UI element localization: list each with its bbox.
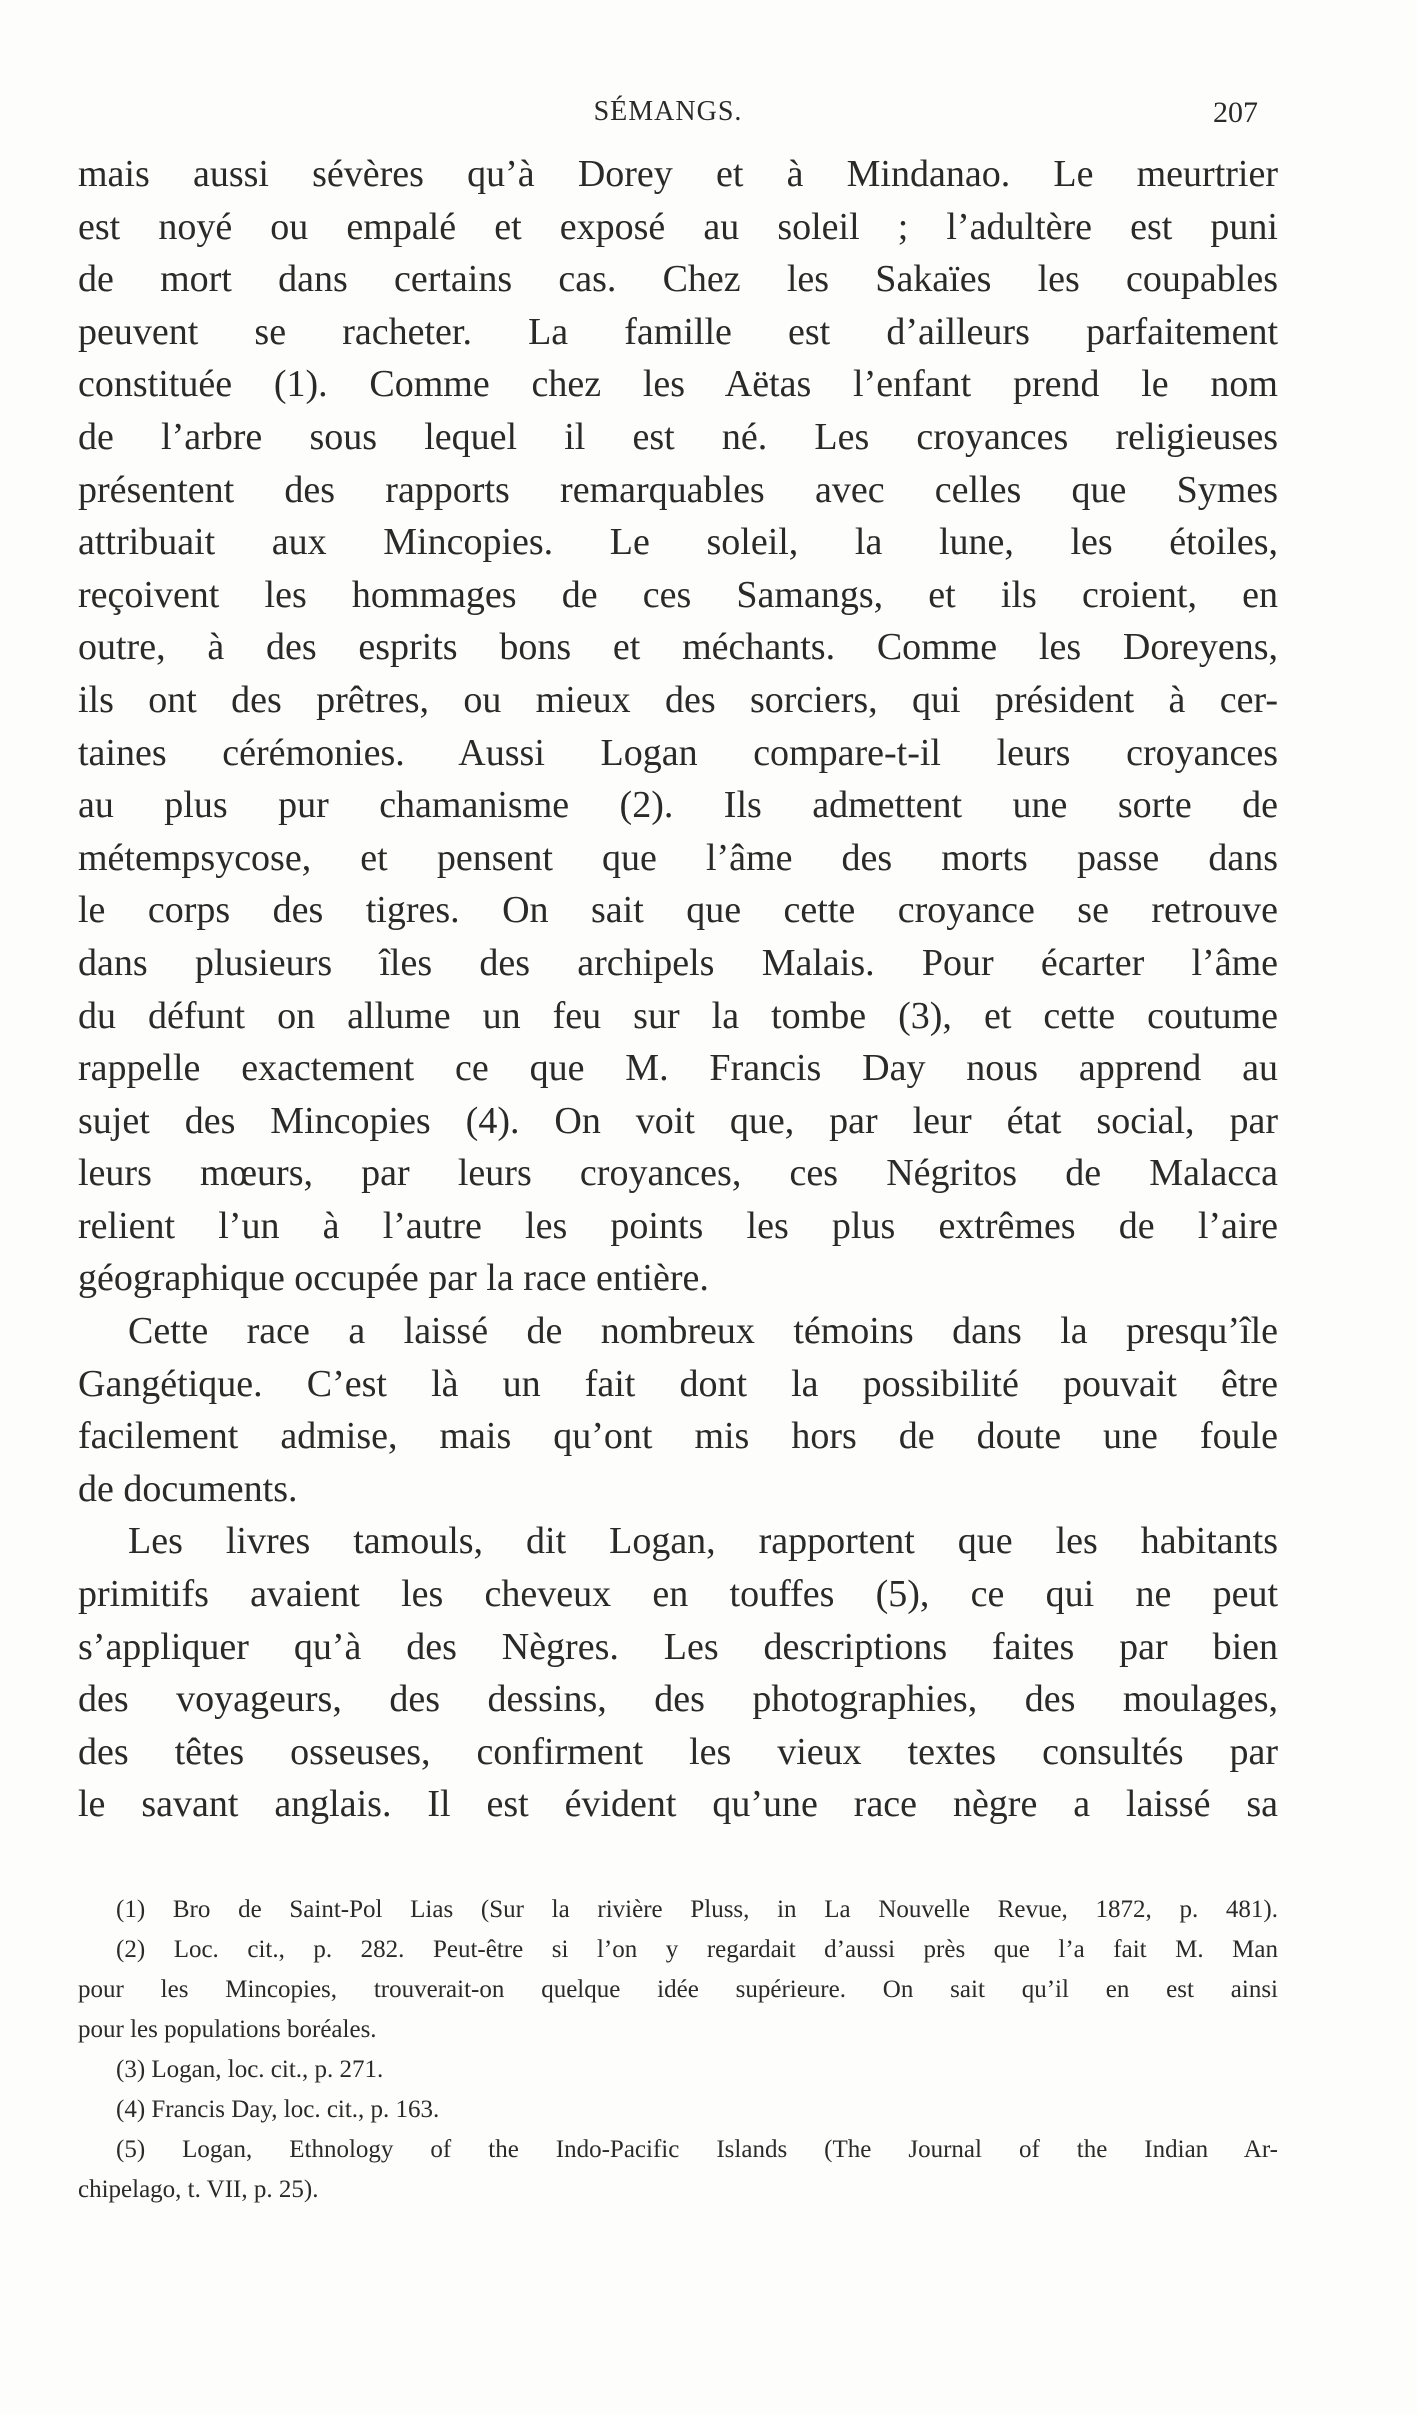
- text-line: facilement admise, mais qu’ont mis hors de doute une foule: [78, 1415, 1278, 1458]
- running-title: SÉMANGS.: [593, 96, 743, 127]
- text-line: le savant anglais. Il est évident qu’une race nègre a laissé sa: [78, 1783, 1278, 1826]
- footnote-line: (4) Francis Day, loc. cit., p. 163.: [116, 2096, 440, 2123]
- text-line: peuvent se racheter. La famille est d’ailleurs parfaitement: [78, 310, 1278, 353]
- text-line: ils ont des prêtres, ou mieux des sorciers, qui président à cer-: [78, 678, 1278, 721]
- text-line: est noyé ou empalé et exposé au soleil ; l’adultère est puni: [78, 205, 1278, 248]
- text-line: du défunt on allume un feu sur la tombe (3), et cette coutume: [78, 994, 1278, 1037]
- text-line: Gangétique. C’est là un fait dont la possibilité pouvait être: [78, 1362, 1278, 1405]
- text-line: outre, à des esprits bons et méchants. Comme les Doreyens,: [78, 626, 1278, 669]
- footnote-line: pour les populations boréales.: [78, 2016, 377, 2043]
- text-line: primitifs avaient les cheveux en touffes (5), ce qui ne peut: [78, 1573, 1278, 1616]
- footnotes: [78, 1890, 1278, 2210]
- text-line: de l’arbre sous lequel il est né. Les croyances religieuses: [78, 415, 1278, 458]
- text-line: leurs mœurs, par leurs croyances, ces Négritos de Malacca: [78, 1152, 1278, 1195]
- footnote-line: (1) Bro de Saint-Pol Lias (Sur la rivière Pluss, in La Nouvelle Revue, 1872, p. 481).: [116, 1896, 1278, 1923]
- text-line: le corps des tigres. On sait que cette croyance se retrouve: [78, 889, 1278, 932]
- paragraph-start-line: Cette race a laissé de nombreux témoins dans la presqu’île: [128, 1310, 1278, 1353]
- text-line: métempsycose, et pensent que l’âme des morts passe dans: [78, 836, 1278, 879]
- text-line: relient l’un à l’autre les points les plus extrêmes de l’aire: [78, 1204, 1278, 1247]
- text-line: des têtes osseuses, confirment les vieux textes consultés par: [78, 1730, 1278, 1773]
- text-line: mais aussi sévères qu’à Dorey et à Mindanao. Le meurtrier: [78, 153, 1278, 195]
- text-line: attribuait aux Mincopies. Le soleil, la lune, les étoiles,: [78, 521, 1278, 564]
- footnote-line: chipelago, t. VII, p. 25).: [78, 2176, 319, 2203]
- text-line: au plus pur chamanisme (2). Ils admettent une sorte de: [78, 784, 1278, 827]
- page-number: 207: [1213, 96, 1258, 129]
- text-line: de documents.: [78, 1467, 298, 1510]
- text-line: géographique occupée par la race entière.: [78, 1257, 709, 1300]
- footnote-line: (5) Logan, Ethnology of the Indo-Pacific Islands (The Journal of the Indian Ar-: [116, 2136, 1278, 2163]
- text-line: dans plusieurs îles des archipels Malais. Pour écarter l’âme: [78, 941, 1278, 984]
- text-line: s’appliquer qu’à des Nègres. Les descriptions faites par bien: [78, 1625, 1278, 1668]
- body-text: [78, 148, 1278, 1831]
- footnote-line: (3) Logan, loc. cit., p. 271.: [116, 2056, 384, 2083]
- paragraph-start-line: Les livres tamouls, dit Logan, rapportent que les habitants: [128, 1520, 1278, 1563]
- running-header: [78, 92, 1258, 132]
- text-line: de mort dans certains cas. Chez les Sakaïes les coupables: [78, 258, 1278, 301]
- text-line: reçoivent les hommages de ces Samangs, et ils croient, en: [78, 573, 1278, 616]
- text-line: rappelle exactement ce que M. Francis Day nous apprend au: [78, 1047, 1278, 1090]
- footnote-line: pour les Mincopies, trouverait-on quelque idée supérieure. On sait qu’il en est ainsi: [78, 1976, 1278, 2003]
- footnote-line: (2) Loc. cit., p. 282. Peut-être si l’on y regardait d’aussi près que l’a fait M. Man: [116, 1936, 1278, 1963]
- text-line: taines cérémonies. Aussi Logan compare-t-il leurs croyances: [78, 731, 1278, 774]
- text-line: présentent des rapports remarquables avec celles que Symes: [78, 468, 1278, 511]
- text-line: constituée (1). Comme chez les Aëtas l’enfant prend le nom: [78, 363, 1278, 406]
- text-line: des voyageurs, des dessins, des photographies, des moulages,: [78, 1678, 1278, 1721]
- text-line: sujet des Mincopies (4). On voit que, par leur état social, par: [78, 1099, 1278, 1142]
